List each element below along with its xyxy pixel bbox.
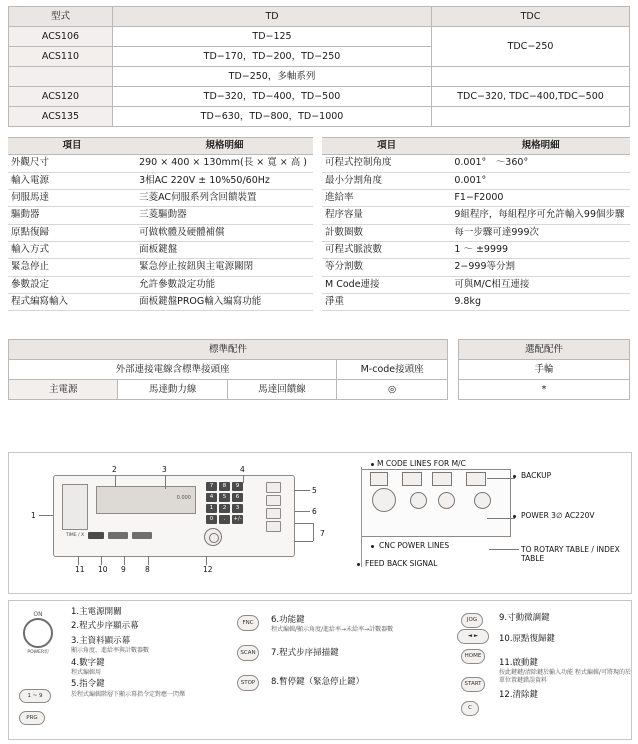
table-row — [8, 224, 313, 241]
main-display-screen — [96, 486, 196, 514]
legend-item — [271, 677, 451, 688]
callout-8: 8 — [145, 565, 150, 574]
handwheel-mark: * — [459, 380, 630, 400]
callout-12: 12 — [203, 565, 213, 574]
spec-right-header-detail: 規格明細 — [451, 138, 630, 155]
label-mcode-lines: M CODE LINES FOR M/C — [377, 459, 466, 468]
leader-line — [148, 556, 149, 565]
key-5[interactable]: 5 — [219, 493, 230, 502]
legend-item — [71, 679, 221, 698]
spec-key: 輸入方式 — [8, 242, 136, 259]
legend-item-sub: 程式編輯用 — [71, 669, 102, 677]
table-row — [459, 360, 630, 380]
table-row — [322, 207, 630, 224]
connector-round-small — [474, 492, 491, 509]
main-power-label: 主電源 — [9, 380, 118, 400]
leader-line — [487, 518, 515, 519]
spec-key: 驅動器 — [8, 207, 136, 224]
standard-accessories-title: 標準配件 — [9, 340, 448, 360]
legend-item-text: 清除鍵 — [512, 689, 539, 700]
table-row — [9, 27, 630, 47]
key-9[interactable]: 9 — [232, 482, 243, 491]
function-key[interactable] — [266, 495, 281, 506]
key-dot[interactable]: . — [219, 515, 230, 524]
td-cell: TD−630，TD−800，TD−1000 — [113, 107, 432, 127]
tdc-cell — [432, 107, 630, 127]
spec-value: 0.001° ～360° — [451, 155, 630, 172]
key-7[interactable]: 7 — [206, 482, 217, 491]
spec-value: 允許參數設定功能 — [136, 276, 313, 293]
legend-item-index: 4. — [71, 657, 80, 668]
connector-round-large — [372, 488, 396, 512]
legend-column-2 — [271, 615, 451, 692]
legend-item — [499, 634, 634, 645]
leader-line — [295, 523, 313, 524]
legend-item-index: 1. — [71, 607, 80, 617]
leader-line — [295, 511, 310, 512]
table-row — [322, 155, 630, 172]
spec-key: 淨重 — [322, 294, 451, 311]
callout-7: 7 — [320, 529, 325, 538]
left-pad-caption: TIME / X — [65, 533, 85, 538]
function-key[interactable] — [266, 482, 281, 493]
clear-key[interactable] — [132, 532, 152, 539]
legend-item-text: 程式步序掃描鍵 — [279, 647, 339, 658]
label-cnc-power-lines: CNC POWER LINES — [379, 541, 450, 550]
legend-key-arrows[interactable]: ◄ ► — [457, 629, 489, 644]
keypad-row — [206, 493, 260, 502]
legend-item — [499, 613, 634, 624]
table-row — [9, 67, 630, 87]
legend-item-text: 功能鍵 — [279, 615, 305, 625]
key-6[interactable]: 6 — [232, 493, 243, 502]
power-on-label: ON — [33, 611, 43, 618]
legend-column-3 — [499, 613, 634, 704]
spec-value: 290 × 400 × 130mm(長 × 寬 × 高 ) — [136, 155, 313, 172]
legend-column-1 — [71, 607, 221, 701]
prg-key[interactable] — [88, 532, 104, 539]
callout-5: 5 — [312, 486, 317, 495]
spec-key: 參數設定 — [8, 276, 136, 293]
spec-value: 可與M/C相互連接 — [451, 276, 630, 293]
display-value: 0.000 — [176, 495, 191, 501]
legend-item — [499, 658, 634, 684]
table-header-row — [459, 340, 630, 360]
legend-item-index: 9. — [499, 613, 508, 623]
leader-line — [295, 490, 310, 491]
tdc-cell: TDC−250 — [432, 27, 630, 67]
spec-key: 等分割數 — [322, 259, 451, 276]
legend-key-prg[interactable]: PRG — [19, 711, 45, 725]
table-row — [322, 294, 630, 311]
callout-9: 9 — [121, 565, 126, 574]
spec-key: 外觀尺寸 — [8, 155, 136, 172]
table-row — [322, 224, 630, 241]
spec-value: 2−999等分割 — [451, 259, 630, 276]
spec-key: 最小分割角度 — [322, 172, 451, 189]
legend-item-text: 指令鍵 — [79, 679, 105, 690]
label-dot — [357, 563, 360, 566]
mcode-connector-label: M-code接頭座 — [337, 360, 448, 380]
optional-accessories-title: 選配配件 — [459, 340, 630, 360]
label-rotary-table: TO ROTARY TABLE / INDEX TABLE — [521, 545, 620, 564]
function-key[interactable] — [266, 521, 281, 532]
legend-item-text: 程式步序顯示幕 — [79, 621, 139, 632]
legend-item — [271, 648, 451, 659]
table-row — [322, 259, 630, 276]
legend-item-index: 3. — [71, 635, 80, 646]
legend-item — [499, 690, 634, 701]
legend-item — [71, 621, 221, 632]
table-row — [322, 172, 630, 189]
label-feedback-signal: FEED BACK SIGNAL — [365, 559, 438, 568]
emergency-stop-button[interactable] — [204, 528, 222, 546]
spec-key: 可程式控制角度 — [322, 155, 451, 172]
terminal-block — [432, 472, 452, 486]
spec-value: 緊急停止按鈕與主電源關閉 — [136, 259, 313, 276]
callout-4: 4 — [240, 465, 245, 474]
key-sign[interactable]: +/- — [233, 516, 242, 522]
td-col-header: TD — [113, 7, 432, 27]
spec-key: 程序容量 — [322, 207, 451, 224]
legend-item-index: 10. — [499, 634, 513, 645]
keypad-row — [206, 482, 260, 491]
legend-item-index: 6. — [271, 615, 280, 625]
callout-6: 6 — [312, 507, 317, 516]
terminal-block — [370, 472, 388, 486]
legend-item-index: 8. — [271, 677, 280, 688]
spec-key: 伺服馬達 — [8, 190, 136, 207]
leader-line — [39, 515, 53, 516]
table-row — [9, 107, 630, 127]
spec-key: M Code連接 — [322, 276, 451, 293]
table-row — [8, 294, 313, 311]
external-cable-label: 外部連接電線含標準接頭座 — [9, 360, 337, 380]
label-power: POWER 3∅ AC220V — [521, 511, 595, 520]
tdc-col-header: TDC — [432, 7, 630, 27]
table-row — [9, 360, 448, 380]
leader-line — [487, 478, 515, 479]
keypad-row — [206, 515, 260, 524]
tdc-cell: TDC−320, TDC−400,TDC−500 — [432, 87, 630, 107]
td-cell: TD−170，TD−200，TD−250 — [113, 47, 432, 67]
leader-line — [115, 475, 116, 487]
spec-value: 0.001° — [451, 172, 630, 189]
legend-item-text: 原點復歸鍵 — [512, 634, 556, 645]
legend-key-fnc[interactable]: FNC — [237, 615, 259, 631]
table-row — [8, 259, 313, 276]
leader-line — [101, 556, 102, 565]
spec-value: 面板鍵盤 — [136, 242, 313, 259]
motor-power-line-label: 馬達動力線 — [118, 380, 227, 400]
model-cell: ACS120 — [9, 87, 113, 107]
legend-item-text: 寸動微調鍵 — [507, 613, 550, 623]
spec-left-header-item: 項目 — [8, 138, 136, 155]
legend-key-digits[interactable]: 1 ~ 9 — [19, 689, 51, 703]
legend-item-sub: 顯示角度、進給率與計數器數 — [71, 647, 150, 655]
controller-diagram — [8, 452, 632, 594]
legend-key-start[interactable]: START — [461, 677, 485, 692]
label-dot — [371, 545, 374, 548]
terminal-block — [402, 472, 422, 486]
table-header-row — [9, 7, 630, 27]
spec-right-header-item: 項目 — [322, 138, 451, 155]
key-0[interactable]: 0 — [206, 515, 217, 524]
spec-value: 9組程序，每組程序可允許輸入99個步驟 — [451, 207, 630, 224]
table-header-row — [322, 138, 630, 155]
spec-left-header-detail: 規格明細 — [136, 138, 313, 155]
spec-key: 原點復歸 — [8, 224, 136, 241]
model-cell: ACS135 — [9, 107, 113, 127]
numeric-keypad — [206, 482, 260, 526]
key-4[interactable]: 4 — [206, 493, 217, 502]
legend-item — [71, 658, 221, 677]
tdc-cell — [432, 67, 630, 87]
leader-line — [78, 556, 79, 565]
keypad-row — [206, 504, 260, 513]
control-panel-illustration — [53, 475, 295, 557]
table-row — [9, 87, 630, 107]
leader-line — [243, 475, 244, 483]
spec-key: 程式編寫輸入 — [8, 294, 136, 311]
table-row — [8, 155, 313, 172]
mcode-mark: ◎ — [337, 380, 448, 400]
spec-key: 計數圈數 — [322, 224, 451, 241]
table-row — [8, 172, 313, 189]
key-1[interactable]: 1 — [206, 504, 217, 513]
spec-table-left — [8, 137, 313, 311]
legend-item-sub: 程式編輯/顯示角度/進給率→未給率→計數器數 — [271, 626, 394, 634]
spec-value: F1−F2000 — [451, 190, 630, 207]
model-cell — [9, 67, 113, 87]
legend-item-text: 暫停鍵（緊急停止鍵） — [279, 677, 365, 688]
legend-item-index: 2. — [71, 621, 80, 632]
key-2[interactable]: 2 — [219, 504, 230, 513]
table-row — [9, 380, 448, 400]
legend-key-stop[interactable]: STOP — [237, 675, 259, 691]
legend-item-sub: 於程式編輯階層下顯示幕指令定對應一閃爍 — [71, 690, 186, 698]
spec-value: 三菱AC伺服系列含回饋裝置 — [136, 190, 313, 207]
bottom-key-row — [88, 532, 152, 539]
function-key[interactable] — [266, 508, 281, 519]
spec-table-right — [322, 137, 630, 311]
spec-value: 可做軟體及硬體補償 — [136, 224, 313, 241]
legend-item-index: 11. — [499, 657, 513, 668]
spec-key: 輸入電源 — [8, 172, 136, 189]
legend-key-scan[interactable]: SCAN — [237, 645, 259, 661]
legend-key-clear[interactable]: C — [461, 701, 479, 716]
legend-item-text: 啟動鍵 — [512, 657, 539, 668]
spec-key: 緊急停止 — [8, 259, 136, 276]
legend-item-index: 7. — [271, 647, 280, 658]
legend-item-text: 主資料顯示幕 — [79, 635, 131, 646]
model-cell: ACS106 — [9, 27, 113, 47]
spec-value: 3相AC 220V ± 10%50/60Hz — [136, 172, 313, 189]
table-row — [8, 207, 313, 224]
td-cell: TD−125 — [113, 27, 432, 47]
key-3[interactable]: 3 — [232, 504, 243, 513]
function-key-column — [266, 482, 281, 534]
table-row — [322, 276, 630, 293]
rear-connector-panel — [361, 469, 511, 537]
label-backup: BACKUP — [521, 471, 552, 480]
standard-accessories-table — [8, 339, 448, 400]
callout-2: 2 — [112, 465, 117, 474]
legend-key-jog[interactable]: JOG — [461, 613, 483, 628]
legend-item-text: 主電源開關 — [79, 607, 122, 617]
spec-value: 三菱驅動器 — [136, 207, 313, 224]
connector-round-small — [410, 492, 427, 509]
spec-value: 9.8kg — [451, 294, 630, 311]
motor-feedback-line-label: 馬達回饋線 — [227, 380, 336, 400]
leader-line — [165, 475, 166, 489]
spec-value: 每一步驟可達999次 — [451, 224, 630, 241]
table-header-row — [9, 340, 448, 360]
legend-item — [71, 607, 221, 618]
table-header-row — [8, 138, 313, 155]
table-row — [322, 190, 630, 207]
table-row — [8, 276, 313, 293]
table-row — [459, 380, 630, 400]
callout-11: 11 — [75, 565, 85, 574]
legend-item-index: 5. — [71, 679, 80, 690]
power-ring — [23, 618, 53, 648]
spec-value: 面板鍵盤PROG輸入編寫功能 — [136, 294, 313, 311]
spec-key: 可程式脈波數 — [322, 242, 451, 259]
legend-item-sub: 按此鍵鍵/清除鍵於輸入功能 程式編輯/可將現的於單位置鍵錯誤資料 — [499, 669, 631, 684]
leader-line — [313, 523, 314, 541]
callout-3: 3 — [162, 465, 167, 474]
terminal-block — [466, 472, 486, 486]
leader-line — [295, 541, 313, 542]
legend-item-index: 12. — [499, 689, 513, 700]
handwheel-label: 手輪 — [459, 360, 630, 380]
power-switch-icon — [21, 611, 55, 655]
power-caption: POWER切 — [27, 650, 49, 655]
key-8[interactable]: 8 — [219, 482, 230, 491]
legend-item-text: 數字鍵 — [79, 657, 105, 668]
legend-item — [71, 636, 221, 655]
model-cell: ACS110 — [9, 47, 113, 67]
model-col-header: 型式 — [9, 7, 113, 27]
legend-panel — [8, 600, 632, 740]
spec-value: 1 ～ ±9999 — [451, 242, 630, 259]
wire-bundle — [361, 467, 362, 567]
legend-key-home[interactable]: HOME — [461, 649, 485, 664]
table-row — [8, 242, 313, 259]
legend-item — [271, 615, 451, 634]
td-cell: TD−320，TD−400，TD−500 — [113, 87, 432, 107]
leader-line — [124, 556, 125, 565]
table-row — [8, 190, 313, 207]
optional-accessories-table — [458, 339, 630, 400]
callout-10: 10 — [98, 565, 108, 574]
connector-round-small — [438, 492, 455, 509]
leader-line — [489, 549, 519, 550]
leader-line — [206, 556, 207, 565]
label-dot — [371, 463, 374, 466]
callout-1: 1 — [31, 511, 36, 520]
table-row — [322, 242, 630, 259]
spec-key: 進給率 — [322, 190, 451, 207]
set-key[interactable] — [108, 532, 128, 539]
td-cell: TD−250，多軸系列 — [113, 67, 432, 87]
power-switch-area — [62, 484, 88, 538]
model-table — [8, 6, 630, 127]
